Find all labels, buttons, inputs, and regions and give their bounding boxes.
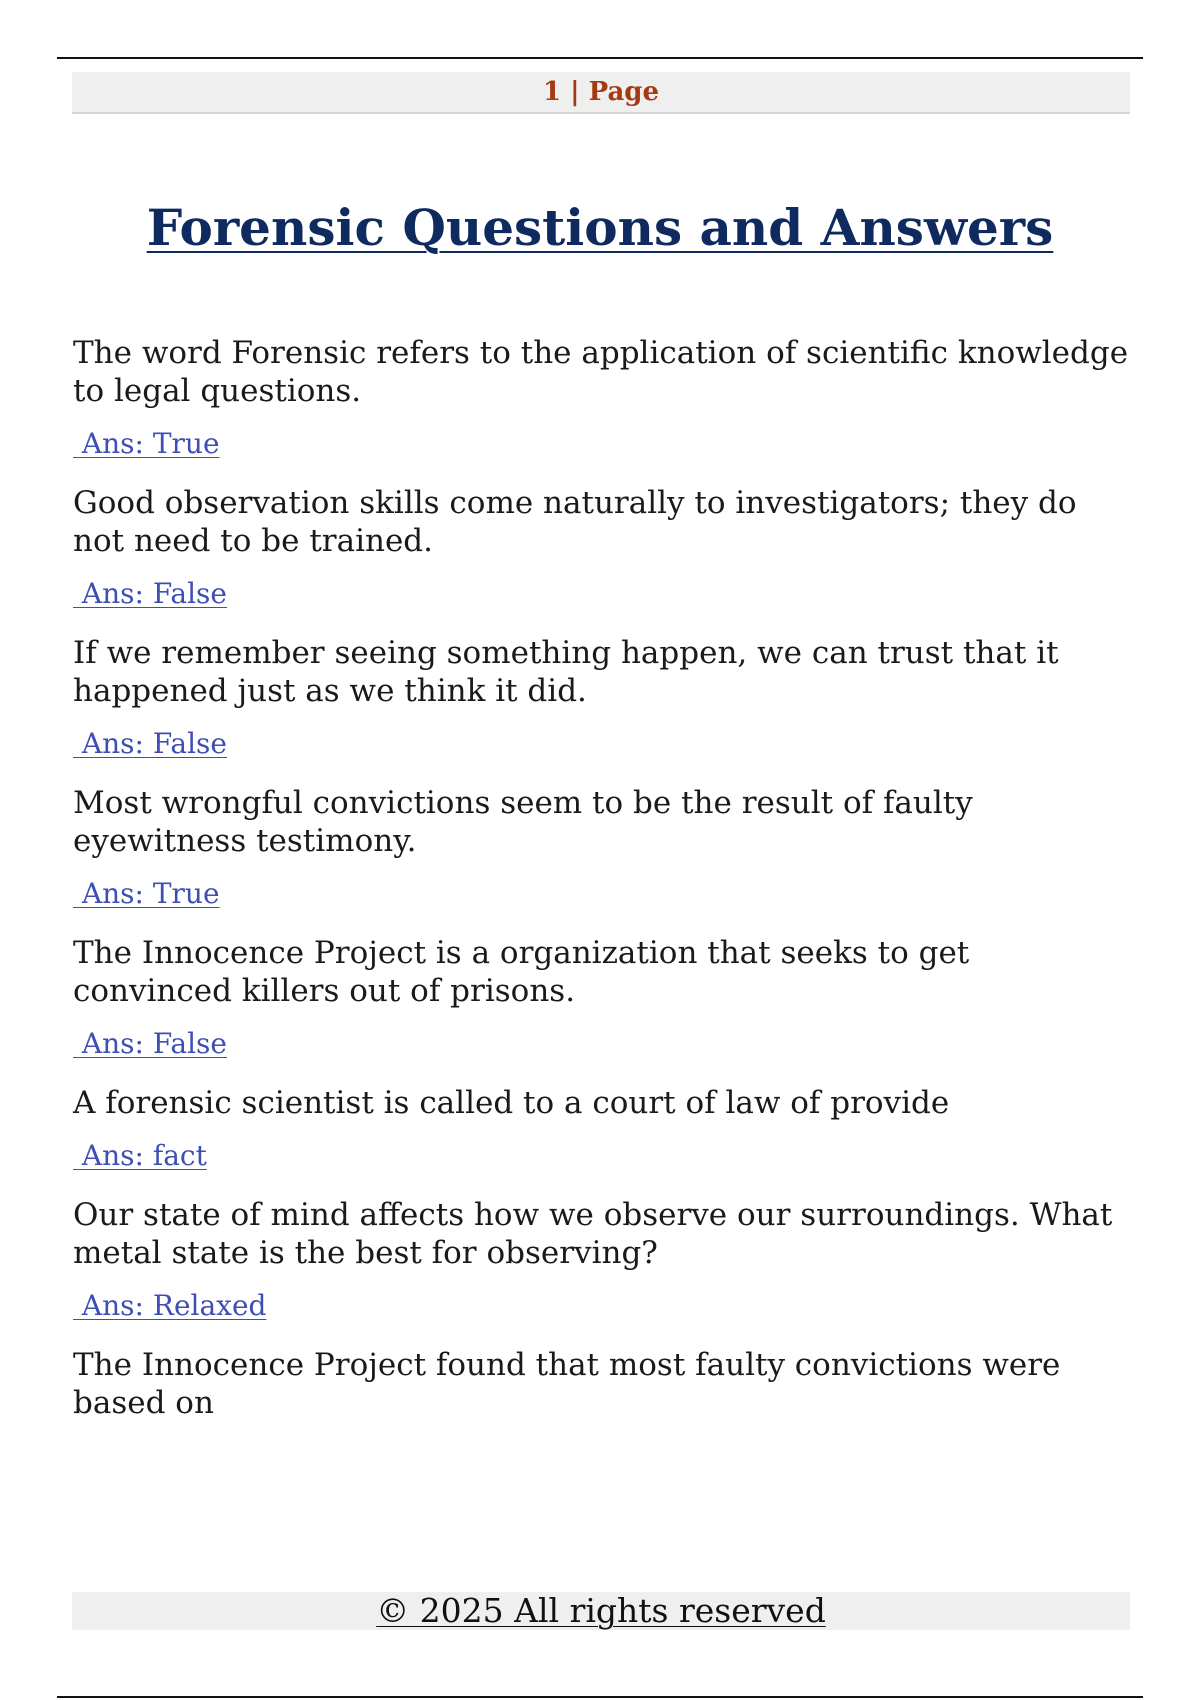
answer-link[interactable]: Ans: True [73,427,220,460]
question-text: A forensic scientist is called to a court of law of provide [73,1085,950,1121]
bottom-rule [57,1696,1143,1698]
qa-item [73,1196,1133,1323]
page-number-bar [72,72,1130,114]
qa-item [73,784,1133,911]
page-number-label: 1 | Page [542,77,660,107]
qa-list [73,334,1133,1445]
footer-bar [72,1592,1130,1630]
question-text: Good observation skills come naturally to investigators; they do not need to be trained. [73,485,1077,559]
question-text: Our state of mind affects how we observe our surroundings. What metal state is the best for observing? [73,1197,1113,1271]
question-text: Most wrongful convictions seem to be the result of faulty eyewitness testimony. [73,785,973,859]
qa-item [73,484,1133,611]
answer-link[interactable]: Ans: False [73,1027,227,1060]
top-rule [57,57,1143,59]
answer-link[interactable]: Ans: fact [73,1139,207,1172]
qa-item [73,634,1133,761]
qa-item [73,1346,1133,1422]
question-text: The word Forensic refers to the application of scientific knowledge to legal questions. [73,335,1129,409]
question-text: The Innocence Project is a organization that seeks to get convinced killers out of prisons. [73,935,970,1009]
qa-item [73,334,1133,461]
copyright-text: © 2025 All rights reserved [376,1591,826,1630]
answer-link[interactable]: Ans: False [73,727,227,760]
answer-link[interactable]: Ans: False [73,577,227,610]
qa-item [73,1084,1133,1173]
answer-link[interactable]: Ans: Relaxed [73,1289,267,1322]
question-text: If we remember seeing something happen, we can trust that it happened just as we think it did. [73,635,1059,709]
question-text: The Innocence Project found that most faulty convictions were based on [73,1347,1061,1421]
page-title: Forensic Questions and Answers [146,198,1054,257]
answer-link[interactable]: Ans: True [73,877,220,910]
qa-item [73,934,1133,1061]
